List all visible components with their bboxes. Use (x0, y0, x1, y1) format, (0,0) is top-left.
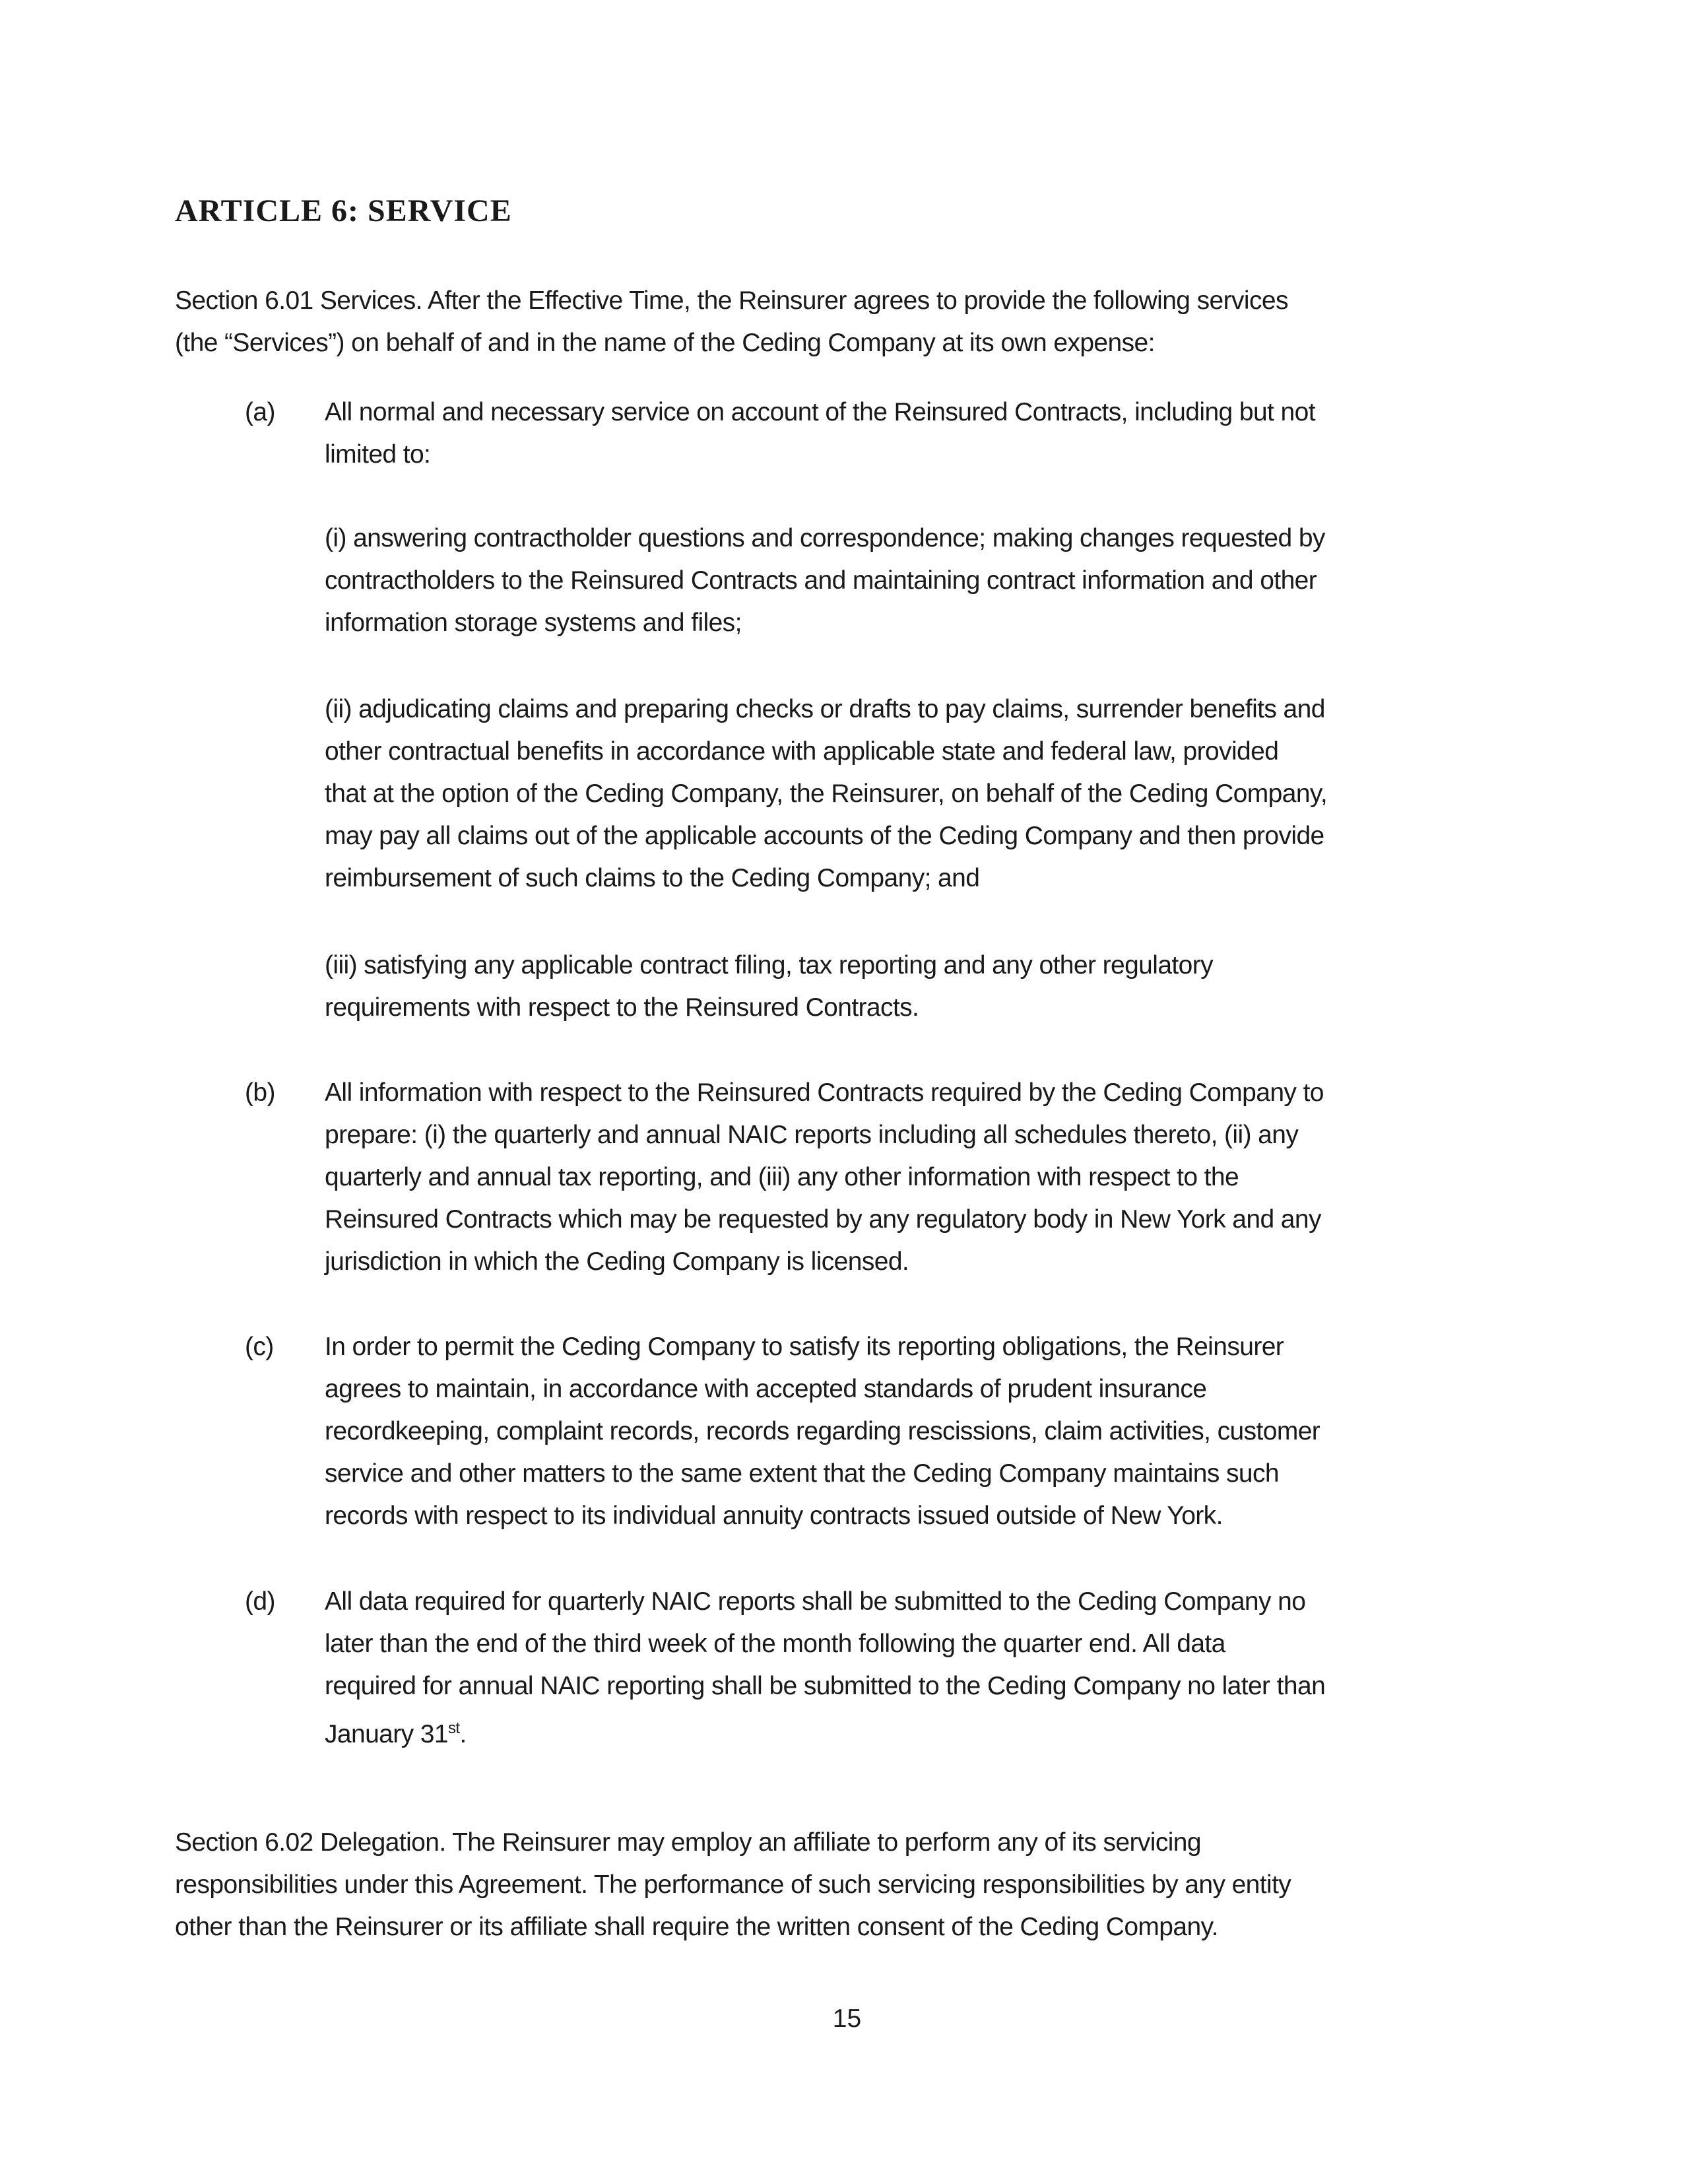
text-line: agrees to maintain, in accordance with accepted standards of prudent insurance (325, 1375, 1207, 1403)
item-iii (325, 944, 1213, 1029)
item-i (325, 517, 1325, 644)
text-line: responsibilities under this Agreement. The performance of such servicing responsibilities by any entity (175, 1870, 1291, 1899)
text-line: requirements with respect to the Reinsured Contracts. (325, 993, 919, 1022)
text-line: jurisdiction in which the Ceding Company is licensed. (325, 1247, 909, 1276)
text-line: reimbursement of such claims to the Ceding Company; and (325, 864, 980, 892)
item-ii (325, 688, 1327, 900)
text-line: limited to: (325, 440, 431, 469)
text-line: prepare: (i) the quarterly and annual NAIC reports including all schedules thereto, (ii) any (325, 1121, 1299, 1149)
text-line: service and other matters to the same extent that the Ceding Company maintains such (325, 1459, 1279, 1488)
text-line: All normal and necessary service on account of the Reinsured Contracts, including but not (325, 398, 1315, 426)
page-number: 15 (832, 2004, 862, 2033)
text-line: All data required for quarterly NAIC reports shall be submitted to the Ceding Company no (325, 1587, 1306, 1616)
item-a (245, 391, 1315, 476)
text-line: records with respect to its individual annuity contracts issued outside of New York. (325, 1502, 1223, 1530)
text-line: other contractual benefits in accordance with applicable state and federal law, provided (325, 737, 1279, 766)
text-line (325, 1707, 1325, 1756)
text-line: recordkeeping, complaint records, records regarding rescissions, claim activities, customer (325, 1417, 1320, 1445)
text-line: other than the Reinsurer or its affiliate shall require the written consent of the Ceding Company. (175, 1913, 1218, 1941)
text-line: (the “Services”) on behalf of and in the name of the Ceding Company at its own expense: (175, 329, 1155, 357)
item-label: (d) (245, 1587, 275, 1616)
text-line: later than the end of the third week of the month following the quarter end. All data (325, 1630, 1225, 1658)
date-text: January 31 (325, 1720, 448, 1748)
item-label: (c) (245, 1333, 274, 1361)
text-line: quarterly and annual tax reporting, and (iii) any other information with respect to the (325, 1163, 1239, 1191)
item-label: (a) (245, 398, 275, 426)
text-line: (i) answering contractholder questions and correspondence; making changes requested by (325, 524, 1325, 552)
text-line: that at the option of the Ceding Company, the Reinsurer, on behalf of the Ceding Company, (325, 779, 1328, 808)
item-b (245, 1072, 1324, 1283)
text-line: Section 6.02 Delegation. The Reinsurer may employ an affiliate to perform any of its servicing (175, 1828, 1201, 1857)
item-c (245, 1326, 1320, 1537)
period: . (459, 1720, 467, 1748)
section-6-02 (175, 1822, 1291, 1948)
item-d (245, 1581, 1326, 1756)
text-line: (iii) satisfying any applicable contract filing, tax reporting and any other regulatory (325, 951, 1214, 979)
text-line: (ii) adjudicating claims and preparing checks or drafts to pay claims, surrender benefits and (325, 695, 1325, 723)
text-line: may pay all claims out of the applicable accounts of the Ceding Company and then provide (325, 822, 1324, 850)
text-line: Reinsured Contracts which may be requested by any regulatory body in New York and any (325, 1205, 1321, 1234)
item-label: (b) (245, 1078, 275, 1107)
text-line: All information with respect to the Reinsured Contracts required by the Ceding Company to (325, 1078, 1324, 1107)
ordinal-suffix: st (447, 1719, 460, 1737)
article-title: ARTICLE 6: SERVICE (175, 193, 512, 228)
text-line: Section 6.01 Services. After the Effective Time, the Reinsurer agrees to provide the following services (175, 286, 1288, 315)
text-line: In order to permit the Ceding Company to satisfy its reporting obligations, the Reinsurer (325, 1333, 1284, 1361)
text-line: contractholders to the Reinsured Contracts and maintaining contract information and other (325, 566, 1317, 595)
text-line: required for annual NAIC reporting shall be submitted to the Ceding Company no later than (325, 1672, 1326, 1700)
text-line: information storage systems and files; (325, 609, 742, 637)
section-6-01 (175, 280, 1288, 364)
